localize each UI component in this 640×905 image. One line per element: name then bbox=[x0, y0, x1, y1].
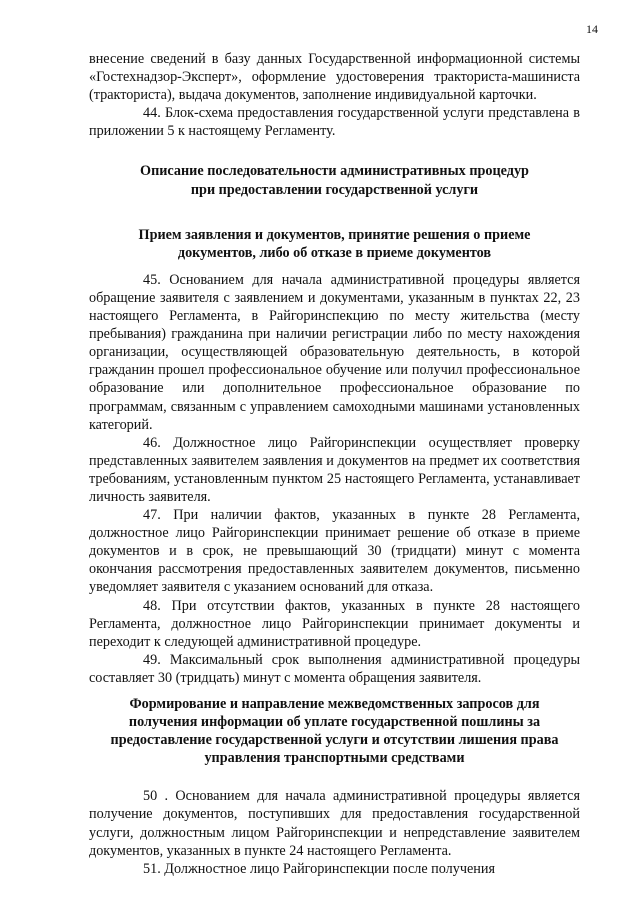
heading-line: Прием заявления и документов, принятие решения о приеме bbox=[138, 226, 531, 243]
heading-line: документов, либо об отказе в приеме документов bbox=[177, 244, 492, 261]
heading-line: получения информации об уплате государственной пошлины за bbox=[128, 714, 541, 731]
paragraph-45: 45. Основанием для начала административной процедуры является обращение заявителя с заявлением и документами, указанным в пунктах 22, 23 настоящего Регламента, в Райгоринспекцию по месту жительства (месту пребывания) гражданина при наличии регистрации либо по месту нахождения организации, осуществляющей образовательную деятельность, в которой гражданин прошел профессиональное обучение или получил профессиональное образование или дополнительное профессиональное образование по программам, связанным с управлением самоходными машинами установленных категорий. bbox=[89, 271, 580, 433]
spacer bbox=[89, 687, 580, 695]
heading-line: предоставление государственной услуги и отсутствии лишения права bbox=[110, 732, 559, 749]
heading-line: Описание последовательности административных процедур bbox=[140, 163, 529, 180]
document-body bbox=[89, 50, 580, 878]
heading-line: при предоставлении государственной услуги bbox=[190, 181, 479, 198]
section-heading-procedures bbox=[89, 162, 580, 198]
paragraph-51: 51. Должностное лицо Райгоринспекции после получения bbox=[143, 860, 495, 877]
spacer bbox=[89, 199, 580, 226]
section-heading-reception bbox=[89, 226, 580, 262]
spacer bbox=[89, 767, 580, 787]
paragraph-49: 49. Максимальный срок выполнения административной процедуры составляет 30 (тридцать) минут с момента обращения заявителя. bbox=[89, 651, 580, 686]
paragraph-47: 47. При наличии фактов, указанных в пункте 28 Регламента, должностное лицо Райгоринспекции принимает решение об отказе в приеме документов и в срок, не превышающий 30 (тридцати) минут с момента окончания рассмотрения предоставленных заявителем документов, письменно уведомляет заявителя с указанием оснований для отказа. bbox=[89, 507, 580, 596]
spacer bbox=[89, 140, 580, 162]
heading-line: управления транспортными средствами bbox=[204, 750, 465, 767]
paragraph-50: 50 . Основанием для начала административной процедуры является получение документов, поступивших для предоставления государственной услуги, должностным лицом Райгоринспекции и непредставление заявителем документов, указанных в пункте 24 настоящего Регламента. bbox=[89, 788, 580, 859]
spacer bbox=[89, 262, 580, 271]
paragraph-intro: внесение сведений в базу данных Государственной информационной системы «Гостехнадзор-Эксперт», оформление удостоверения тракториста-машиниста (тракториста), выдача документов, заполнение индивидуальной карточки. bbox=[89, 51, 580, 104]
heading-line: Формирование и направление межведомственных запросов для bbox=[129, 696, 540, 712]
paragraph-46: 46. Должностное лицо Райгоринспекции осуществляет проверку представленных заявителем заявления и документов на предмет их соответствия требованиям, установленным пунктом 25 настоящего Регламента, устанавливает личность заявителя. bbox=[89, 434, 580, 505]
paragraph-48: 48. При отсутствии фактов, указанных в пункте 28 настоящего Регламента, должностное лицо Райгоринспекции принимает документы и переходит к следующей административной процедуре. bbox=[89, 597, 580, 650]
page-number: 14 bbox=[586, 22, 598, 36]
section-heading-interagency-requests bbox=[89, 695, 580, 767]
paragraph-44: 44. Блок-схема предоставления государственной услуги представлена в приложении 5 к настоящему Регламенту. bbox=[89, 105, 580, 140]
